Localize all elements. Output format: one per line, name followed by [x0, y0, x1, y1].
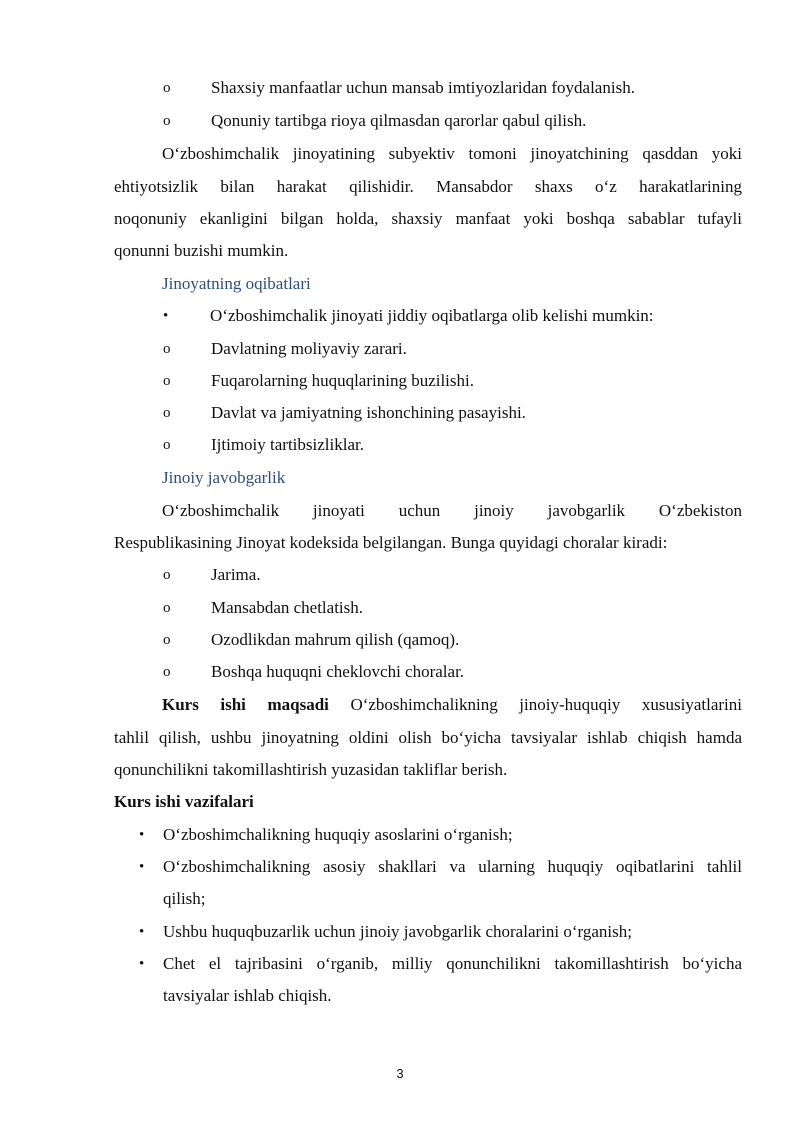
list-item: Mansabdan chetlatish. [211, 598, 364, 617]
circle-bullet-icon: o [163, 373, 171, 389]
list-item: Boshqa huquqni cheklovchi choralar. [211, 662, 465, 681]
bullet-icon: • [139, 827, 145, 843]
goal-text: O‘zboshimchalikning jinoiy-huquqiy xususiyatlarini [350, 695, 743, 714]
task-item: O‘zboshimchalikning huquqiy asoslarini o‘rganish; [163, 825, 513, 844]
bullet-icon: • [163, 308, 169, 324]
circle-bullet-icon: o [163, 664, 171, 680]
list-item: Ijtimoiy tartibsizliklar. [211, 435, 364, 454]
section-heading: Jinoyatning oqibatlari [162, 274, 311, 293]
task-item: O‘zboshimchalikning asosiy shakllari va ularning huquqiy oqibatlarini tahlil [163, 857, 742, 876]
circle-bullet-icon: o [163, 600, 171, 616]
bullet-icon: • [139, 956, 145, 972]
task-item-cont: qilish; [163, 889, 206, 908]
paragraph-line: tahlil qilish, ushbu jinoyatning oldini olish bo‘yicha tavsiyalar ishlab chiqish hamda [114, 728, 742, 747]
paragraph-line: O‘zboshimchalik jinoyatining subyektiv tomoni jinoyatchining qasddan yoki [162, 144, 742, 163]
goal-label: Kurs ishi maqsadi [162, 695, 329, 714]
paragraph-line: Respublikasining Jinoyat kodeksida belgilangan. Bunga quyidagi choralar kiradi: [114, 533, 668, 552]
paragraph-line: O‘zboshimchalik jinoyati uchun jinoiy javobgarlik O‘zbekiston [162, 501, 742, 520]
list-intro: O‘zboshimchalik jinoyati jiddiy oqibatlarga olib kelishi mumkin: [210, 306, 654, 325]
task-item: Chet el tajribasini o‘rganib, milliy qonunchilikni takomillashtirish bo‘yicha [163, 954, 742, 973]
list-item: Fuqarolarning huquqlarining buzilishi. [211, 371, 474, 390]
list-item: Shaxsiy manfaatlar uchun mansab imtiyozlaridan foydalanish. [211, 78, 635, 97]
circle-bullet-icon: o [163, 567, 171, 583]
goal-line [162, 694, 742, 716]
list-item: Jarima. [211, 565, 261, 584]
list-item: Ozodlikdan mahrum qilish (qamoq). [211, 630, 460, 649]
circle-bullet-icon: o [163, 80, 171, 96]
paragraph-line: ehtiyotsizlik bilan harakat qilishidir. Mansabdor shaxs o‘z harakatlarining [114, 177, 742, 196]
paragraph-line: noqonuniy ekanligini bilgan holda, shaxsiy manfaat yoki boshqa sabablar tufayli [114, 209, 742, 228]
section-heading: Kurs ishi vazifalari [114, 792, 254, 811]
circle-bullet-icon: o [163, 341, 171, 357]
circle-bullet-icon: o [163, 405, 171, 421]
task-item-cont: tavsiyalar ishlab chiqish. [163, 986, 332, 1005]
task-item: Ushbu huquqbuzarlik uchun jinoiy javobgarlik choralarini o‘rganish; [163, 922, 632, 941]
circle-bullet-icon: o [163, 437, 171, 453]
list-item: Qonuniy tartibga rioya qilmasdan qarorlar qabul qilish. [211, 111, 587, 130]
paragraph-line: qonunchilikni takomillashtirish yuzasidan takliflar berish. [114, 760, 508, 779]
circle-bullet-icon: o [163, 632, 171, 648]
list-item: Davlat va jamiyatning ishonchining pasayishi. [211, 403, 526, 422]
bullet-icon: • [139, 924, 145, 940]
paragraph-line: qonunni buzishi mumkin. [114, 241, 289, 260]
bullet-icon: • [139, 859, 145, 875]
page-number: 3 [396, 1066, 404, 1081]
section-heading: Jinoiy javobgarlik [162, 468, 286, 487]
list-item: Davlatning moliyaviy zarari. [211, 339, 407, 358]
circle-bullet-icon: o [163, 113, 171, 129]
